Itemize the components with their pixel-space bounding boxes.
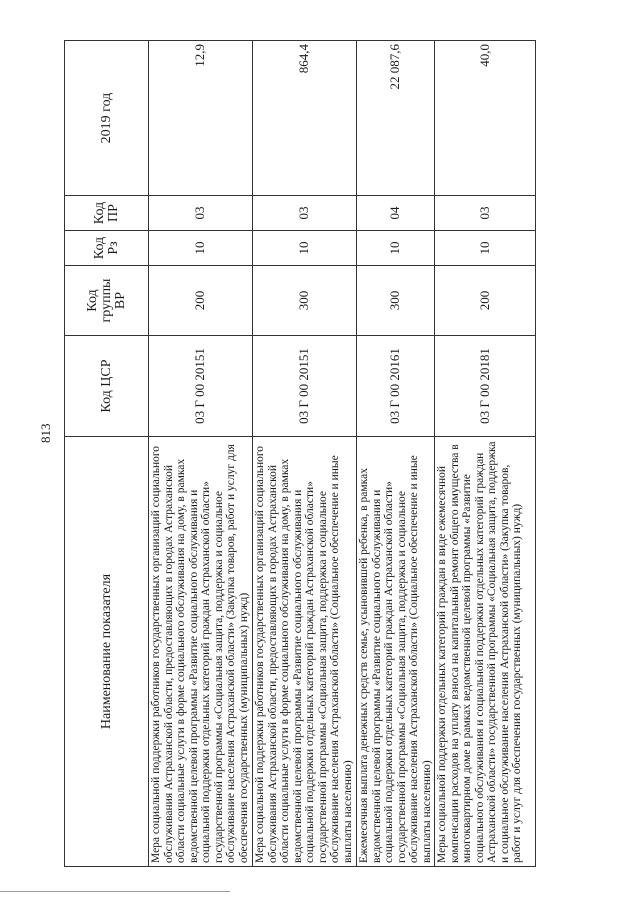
row-pr: 04 (357, 196, 435, 231)
row-name: Меры социальной поддержки отдельных категорий граждан в виде ежемесячной компенсации расходов на уплату взноса на капитальный ремонт общего имущества в многоквартирном доме в рамках ведомственной целевой программы «Развитие социального обслуживания и социальной поддержки отдельных категорий граждан Астраханской области» государственной программы «Социальная защита, поддержка и социальное обслуживание населения Астраханской области» (Закупка товаров, работ и услуг для обеспечения государственных (муниципальных) нужд) (435, 437, 536, 867)
row-value: 12,9 (149, 41, 253, 196)
row-vr: 200 (149, 266, 253, 336)
row-rz: 10 (253, 231, 357, 266)
row-name: Мера социальной поддержки работников государственных организаций социального обслуживания Астраханской области, предоставляющих в городах Астраханской области социальные услуги в форме социального обслуживания на дому, в рамках ведомственной целевой программы «Развитие социального обслуживания и социальной поддержки отдельных категорий граждан Астраханской области» государственной программы «Социальная защита, поддержка и социальное обслуживание населения Астраханской области» (Закупка товаров, работ и услуг для обеспечения государственных (муниципальных) нужд) (149, 437, 253, 867)
row-csr: 03 Г 00 20161 (357, 336, 435, 437)
header-pr: Код ПР (65, 196, 149, 231)
row-value: 864,4 (253, 41, 357, 196)
row-name: Мера социальной поддержки работников государственных организаций социального обслуживания Астраханской области, предоставляющих в городах Астраханской области социальные услуги в форме социального обслуживания на дому, в рамках ведомственной целевой программы «Развитие социального обслуживания и социальной поддержки отдельных категорий граждан Астраханской области» государственной программы «Социальная защита, поддержка и социальное обслуживание населения Астраханской области» (Социальное обеспечение и иные выплаты населению) (253, 437, 357, 867)
row-name: Ежемесячная выплата денежных средств семье, усыновившей ребенка, в рамках ведомственной целевой программы «Развитие социального обслуживания и социальной поддержки отдельных категорий граждан Астраханской области» государственной программы «Социальная защита, поддержка и социальное обслуживание населения Астраханской области» (Социальное обеспечение и иные выплаты населению) (357, 437, 435, 867)
header-name: Наименование показателя (65, 437, 149, 867)
row-rz: 10 (435, 231, 536, 266)
row-vr: 300 (253, 266, 357, 336)
row-vr: 300 (357, 266, 435, 336)
header-vr: Код группы ВР (65, 266, 149, 336)
header-rz: Код Рз (65, 231, 149, 266)
row-pr: 03 (149, 196, 253, 231)
row-pr: 03 (253, 196, 357, 231)
row-pr: 03 (435, 196, 536, 231)
row-csr: 03 Г 00 20151 (149, 336, 253, 437)
table-header-row (65, 41, 149, 867)
row-vr: 200 (435, 266, 536, 336)
budget-table (64, 40, 536, 867)
rotated-table-container (64, 41, 524, 867)
row-csr: 03 Г 00 20151 (253, 336, 357, 437)
header-year: 2019 год (65, 41, 149, 196)
row-rz: 10 (357, 231, 435, 266)
table-row (149, 41, 253, 867)
row-value: 40,0 (435, 41, 536, 196)
header-csr: Код ЦСР (65, 336, 149, 437)
table-row (435, 41, 536, 867)
row-csr: 03 Г 00 20181 (435, 336, 536, 437)
page-number: 813 (38, 423, 53, 443)
row-value: 22 087,6 (357, 41, 435, 196)
footer-rule (0, 891, 230, 892)
table-row (357, 41, 435, 867)
table-row (253, 41, 357, 867)
row-rz: 10 (149, 231, 253, 266)
